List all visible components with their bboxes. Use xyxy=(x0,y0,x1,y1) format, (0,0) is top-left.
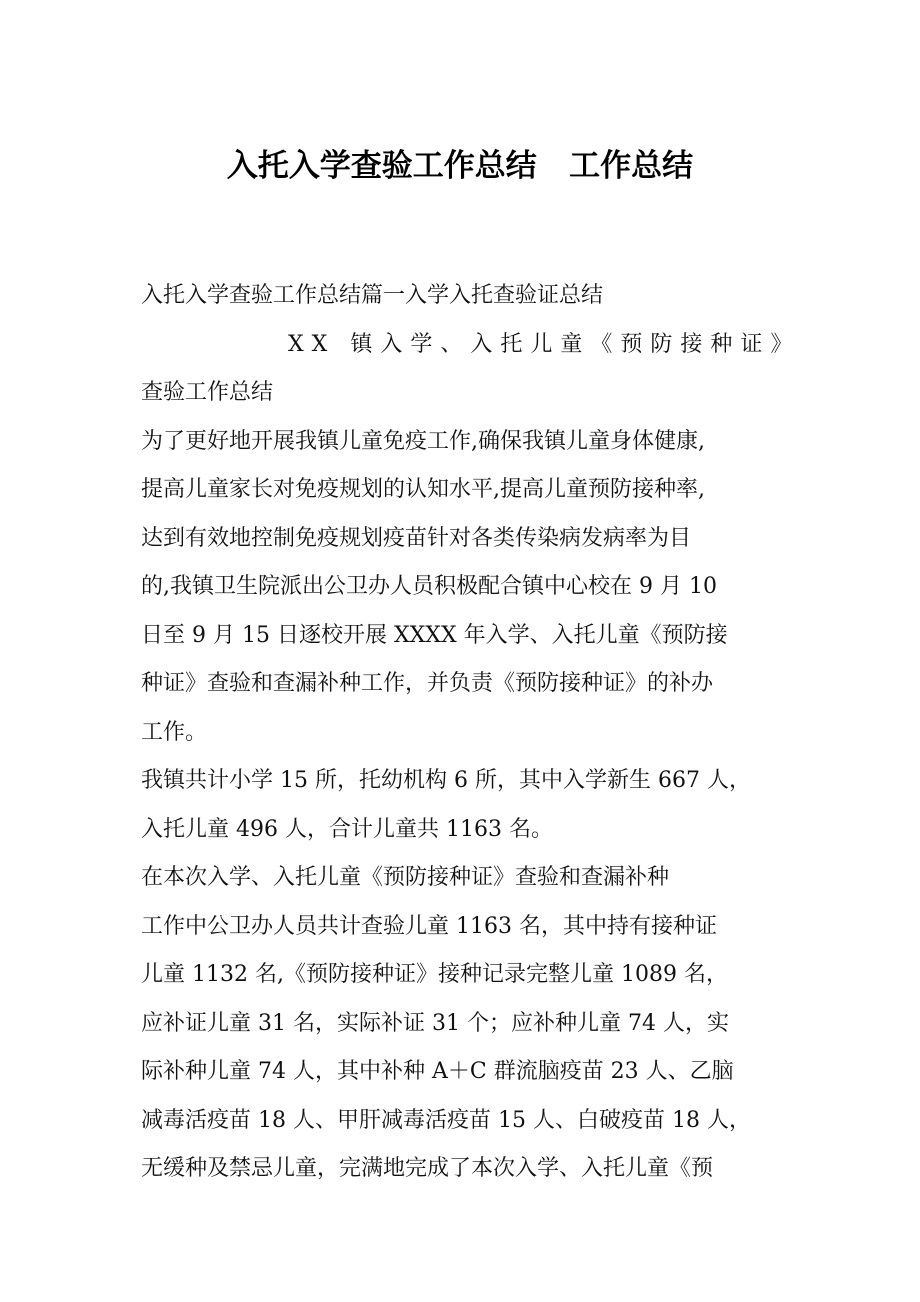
paragraph-line: 日至 9 月 15 日逐校开展 XXXX 年入学、入托儿童《预防接 xyxy=(141,622,728,648)
paragraph-line: 种证》查验和查漏补种工作，并负责《预防接种证》的补办 xyxy=(141,671,714,696)
paragraph-line: 入托儿童 496 人，合计儿童共 1163 名。 xyxy=(141,816,553,842)
paragraph-line: 工作。 xyxy=(141,719,208,745)
paragraph-line: 达到有效地控制免疫规划疫苗针对各类传染病发病率为目 xyxy=(141,525,692,551)
paragraph-line: 为了更好地开展我镇儿童免疫工作,确保我镇儿童身体健康, xyxy=(141,428,705,454)
paragraph-line: 儿童 1132 名,《预防接种证》接种记录完整儿童 1089 名， xyxy=(141,962,728,987)
document-body xyxy=(141,272,801,1194)
paragraph-line: 应补证儿童 31 名，实际补证 31 个；应补种儿童 74 人，实 xyxy=(141,1010,729,1036)
subtitle-line: XX 镇入学、入托儿童《预防接种证》 xyxy=(288,331,801,357)
paragraph-line: 我镇共计小学 15 所，托幼机构 6 所，其中入学新生 667 人， xyxy=(141,768,751,793)
paragraph-line: 入托入学查验工作总结篇一入学入托查验证总结 xyxy=(141,283,604,308)
paragraph-line: 查验工作总结 xyxy=(141,380,274,405)
paragraph-line: 提高儿童家长对免疫规划的认知水平,提高儿童预防接种率, xyxy=(141,477,705,502)
paragraph-line: 工作中公卫办人员共计查验儿童 1163 名，其中持有接种证 xyxy=(141,913,717,939)
paragraph-line: 减毒活疫苗 18 人、甲肝减毒活疫苗 15 人、白破疫苗 18 人， xyxy=(141,1107,751,1133)
paragraph-line: 际补种儿童 74 人，其中补种 A＋C 群流脑疫苗 23 人、乙脑 xyxy=(141,1059,734,1084)
paragraph-line: 无缓种及禁忌儿童，完满地完成了本次入学、入托儿童《预 xyxy=(141,1156,714,1181)
paragraph-line: 的,我镇卫生院派出公卫办人员积极配合镇中心校在 9 月 10 xyxy=(141,574,717,599)
paragraph-line: 在本次入学、入托儿童《预防接种证》查验和查漏补种 xyxy=(141,865,670,890)
document-title: 入托入学查验工作总结 工作总结 xyxy=(226,148,694,184)
